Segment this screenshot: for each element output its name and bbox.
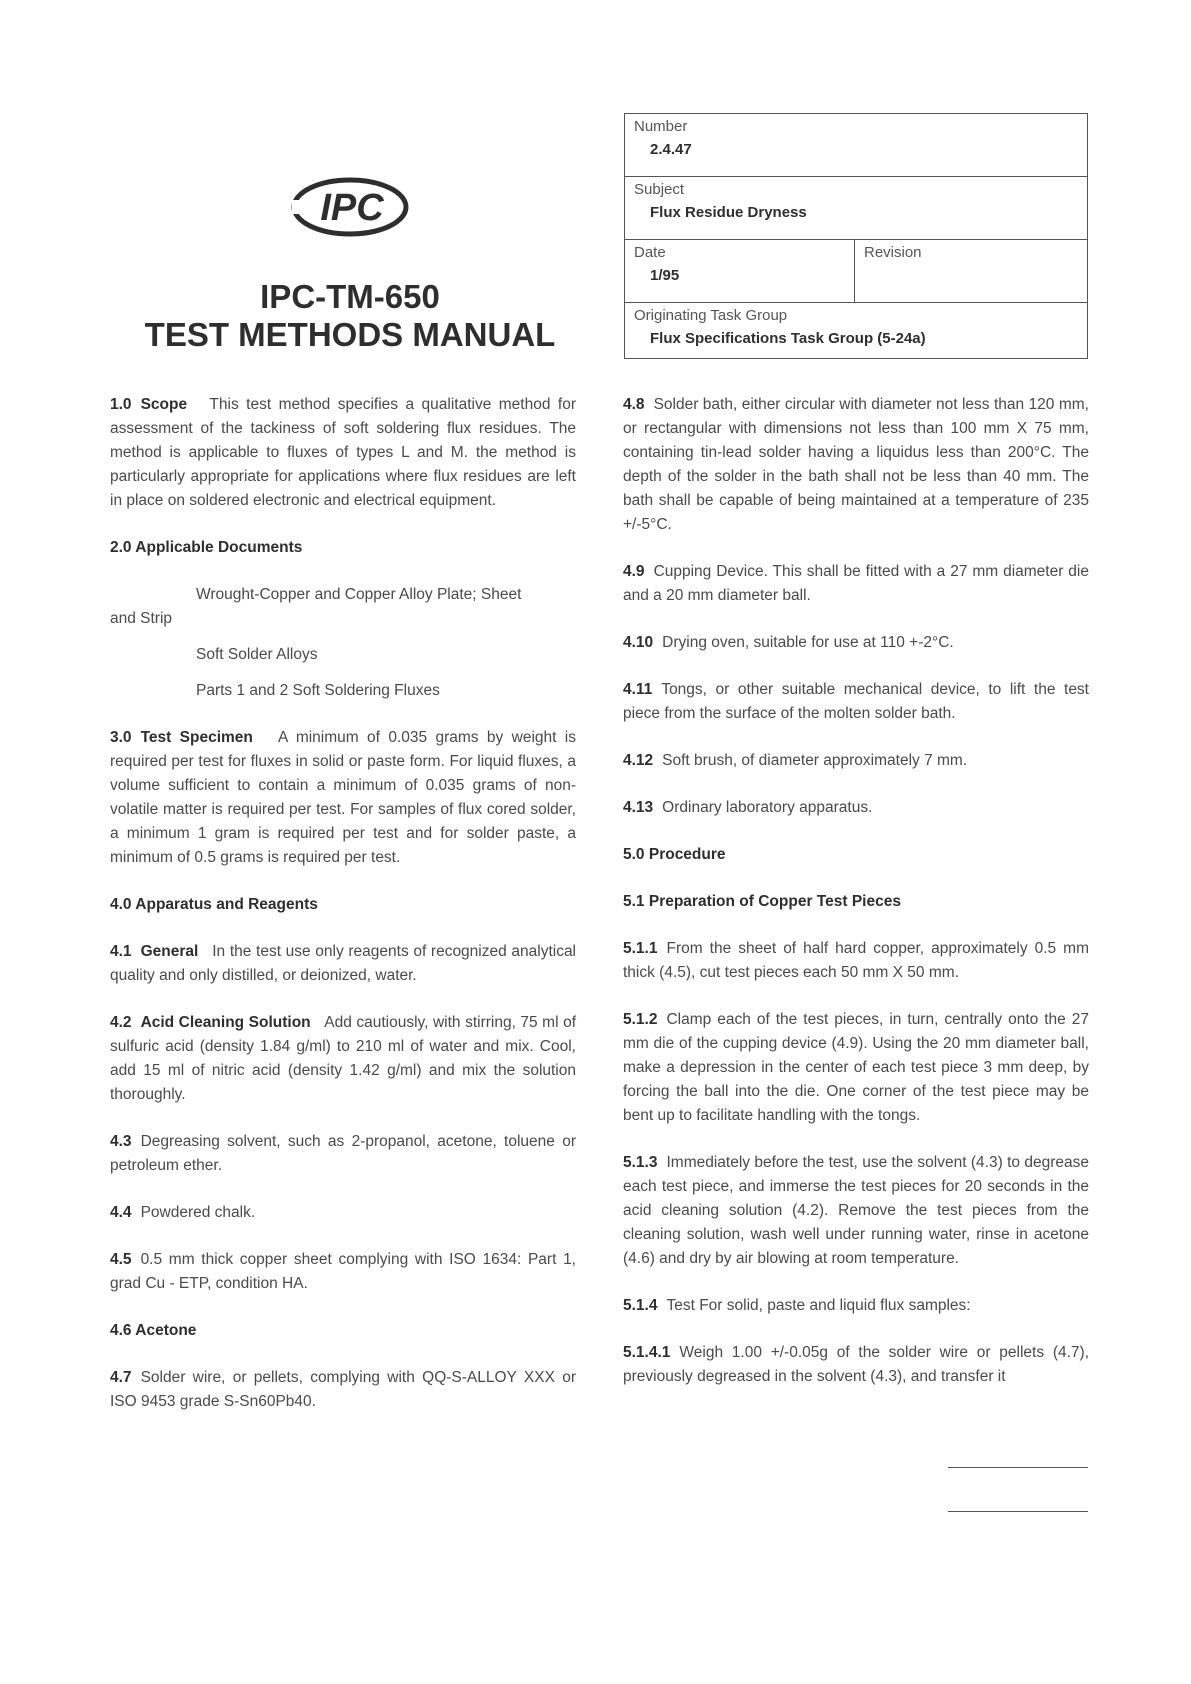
section-1-0 — [110, 393, 576, 513]
section-3-0 — [110, 726, 576, 870]
section-2-0-heading: 2.0 Applicable Documents — [110, 539, 303, 556]
manual-title-line1: IPC-TM-650 — [260, 278, 440, 315]
section-number: 4.4 — [110, 1204, 132, 1221]
section-text: Ordinary laboratory apparatus. — [662, 799, 873, 816]
section-number: 4.5 — [110, 1251, 132, 1268]
section-text: Cupping Device. This shall be fitted with a 27 mm diameter die and a 20 mm diameter ball. — [623, 563, 1089, 604]
section-number: 4.11 — [623, 681, 653, 698]
section-4-2 — [110, 1011, 576, 1107]
section-number: 5.1.1 — [623, 940, 658, 957]
task-group-value: Flux Specifications Task Group (5-24a) — [650, 330, 926, 347]
left-column — [110, 393, 576, 1437]
subject-label: Subject — [634, 181, 685, 198]
section-text: 0.5 mm thick copper sheet complying with ISO 1634: Part 1, grad Cu - ETP, condition HA. — [110, 1251, 576, 1292]
section-number: 5.1.2 — [623, 1011, 658, 1028]
section-number: 4.10 — [623, 634, 654, 651]
number-label: Number — [634, 118, 688, 135]
info-row-number — [625, 114, 1087, 177]
section-title: General — [140, 943, 199, 960]
section-5-1-4 — [623, 1294, 1089, 1318]
manual-title — [110, 278, 590, 354]
section-text: Test For solid, paste and liquid flux samples: — [666, 1297, 971, 1314]
section-number: 5.1.3 — [623, 1154, 658, 1171]
task-group-label: Originating Task Group — [634, 307, 788, 324]
section-text: In the test use only reagents of recognized analytical quality and only distilled, or deionized, water. — [110, 943, 577, 984]
section-number: 4.7 — [110, 1369, 132, 1386]
section-text: Solder bath, either circular with diameter not less than 120 mm, or rectangular with dimensions not less than 100 mm X 75 mm, containing tin-lead solder having a liquidus less than 200°C. The depth of the solder in the bath shall not be less than 40 mm. The bath shall be capable of being maintained at a temperature of 235 +/-5°C. — [623, 396, 1089, 533]
date-value: 1/95 — [650, 267, 680, 284]
section-4-10 — [623, 631, 1089, 655]
ipc-logo — [290, 176, 410, 238]
section-number: 3.0 — [110, 729, 132, 746]
section-text: Degreasing solvent, such as 2-propanol, acetone, toluene or petroleum ether. — [110, 1133, 576, 1174]
section-5-1-2 — [623, 1008, 1089, 1128]
date-label: Date — [634, 244, 666, 261]
section-number: 4.12 — [623, 752, 654, 769]
section-text: Drying oven, suitable for use at 110 +-2°C. — [662, 634, 954, 651]
section-4-11 — [623, 678, 1089, 726]
section-5-1-heading: 5.1 Preparation of Copper Test Pieces — [623, 893, 901, 910]
section-4-5 — [110, 1248, 576, 1296]
applicable-document-3: Parts 1 and 2 Soft Soldering Fluxes — [196, 682, 440, 699]
section-number: 5.1.4 — [623, 1297, 658, 1314]
section-5-1-1 — [623, 937, 1089, 985]
right-column — [623, 393, 1089, 1412]
section-5-0-heading: 5.0 Procedure — [623, 846, 726, 863]
section-title: Test Specimen — [140, 729, 253, 746]
section-text: Weigh 1.00 +/-0.05g of the solder wire or pellets (4.7), previously degreased in the solvent (4.3), and transfer it — [623, 1344, 1089, 1385]
number-value: 2.4.47 — [650, 141, 692, 158]
ipc-logo-container — [140, 176, 560, 243]
info-row-task-group — [625, 303, 1087, 360]
section-4-13 — [623, 796, 1089, 820]
section-number: 4.1 — [110, 943, 132, 960]
section-4-4 — [110, 1201, 576, 1225]
section-number: 5.1.4.1 — [623, 1344, 671, 1361]
document-title-line2: and Strip — [110, 610, 173, 627]
section-text: Add cautiously, with stirring, 75 ml of sulfuric acid (density 1.84 g/ml) to 210 ml of water and mix. Cool, add 15 ml of nitric acid (density 1.42 g/ml) and mix the solution thoroughly. — [110, 1014, 576, 1103]
section-number: 4.8 — [623, 396, 645, 413]
section-4-12 — [623, 749, 1089, 773]
section-4-8 — [623, 393, 1089, 537]
manual-title-line2: TEST METHODS MANUAL — [144, 316, 556, 353]
section-text: Solder wire, or pellets, complying with QQ-S-ALLOY XXX or ISO 9453 grade S-Sn60Pb40. — [110, 1369, 576, 1410]
section-text: Soft brush, of diameter approximately 7 mm. — [662, 752, 968, 769]
section-5-1-4-1 — [623, 1341, 1089, 1389]
document-info-box — [624, 113, 1088, 359]
section-number: 4.9 — [623, 563, 645, 580]
section-title: Scope — [140, 396, 188, 413]
applicable-document-2: Soft Solder Alloys — [196, 646, 318, 663]
info-row-date-revision — [625, 240, 1087, 303]
section-text: This test method specifies a qualitative method for assessment of the tackiness of soft soldering flux residues. The method is applicable to fluxes of types L and M. the method is particularly appropriate for applications where flux residues are left in place on soldered electronic and electrical equipment. — [110, 396, 577, 509]
section-4-1 — [110, 940, 576, 988]
section-number: 4.2 — [110, 1014, 132, 1031]
section-text: Powdered chalk. — [140, 1204, 256, 1221]
section-text: A minimum of 0.035 grams by weight is required per test for fluxes in solid or paste form. For liquid fluxes, a volume sufficient to contain a minimum of 0.035 grams of non-volatile matter is required per test. For samples of flux cored solder, a minimum 1 gram is required per test and for solder paste, a minimum of 0.5 grams is required per test. — [110, 729, 576, 866]
fill-in-rule-2 — [948, 1511, 1088, 1512]
section-4-3 — [110, 1130, 576, 1178]
section-5-1-3 — [623, 1151, 1089, 1271]
section-number: 4.13 — [623, 799, 654, 816]
section-4-7 — [110, 1366, 576, 1414]
subject-value: Flux Residue Dryness — [650, 204, 807, 221]
section-4-0-heading: 4.0 Apparatus and Reagents — [110, 896, 318, 913]
section-number: 4.3 — [110, 1133, 132, 1150]
fill-in-rule-1 — [948, 1467, 1088, 1468]
applicable-document-1 — [110, 583, 576, 631]
section-4-6-heading: 4.6 Acetone — [110, 1322, 197, 1339]
section-text: Clamp each of the test pieces, in turn, centrally onto the 27 mm die of the cupping device (4.9). Using the 20 mm diameter ball, make a depression in the center of each test piece 3 mm deep, by forcing the ball into the die. One corner of the test piece may be bent up to facilitate handling with the tongs. — [623, 1011, 1089, 1124]
document-title-line1: Wrought-Copper and Copper Alloy Plate; Sheet — [196, 586, 522, 603]
section-text: From the sheet of half hard copper, approximately 0.5 mm thick (4.5), cut test pieces each 50 mm X 50 mm. — [623, 940, 1089, 981]
section-text: Tongs, or other suitable mechanical device, to lift the test piece from the surface of the molten solder bath. — [623, 681, 1089, 722]
section-4-9 — [623, 560, 1089, 608]
ipc-logo-text: IPC — [320, 187, 384, 229]
section-text: Immediately before the test, use the solvent (4.3) to degrease each test piece, and immerse the test pieces for 20 seconds in the acid cleaning solution (4.2). Remove the test pieces from the cleaning solution, wash well under running water, rinse in acetone (4.6) and dry by air blowing at room temperature. — [623, 1154, 1089, 1267]
info-row-subject — [625, 177, 1087, 240]
revision-label: Revision — [864, 244, 922, 261]
section-number: 1.0 — [110, 396, 132, 413]
section-title: Acid Cleaning Solution — [140, 1014, 311, 1031]
